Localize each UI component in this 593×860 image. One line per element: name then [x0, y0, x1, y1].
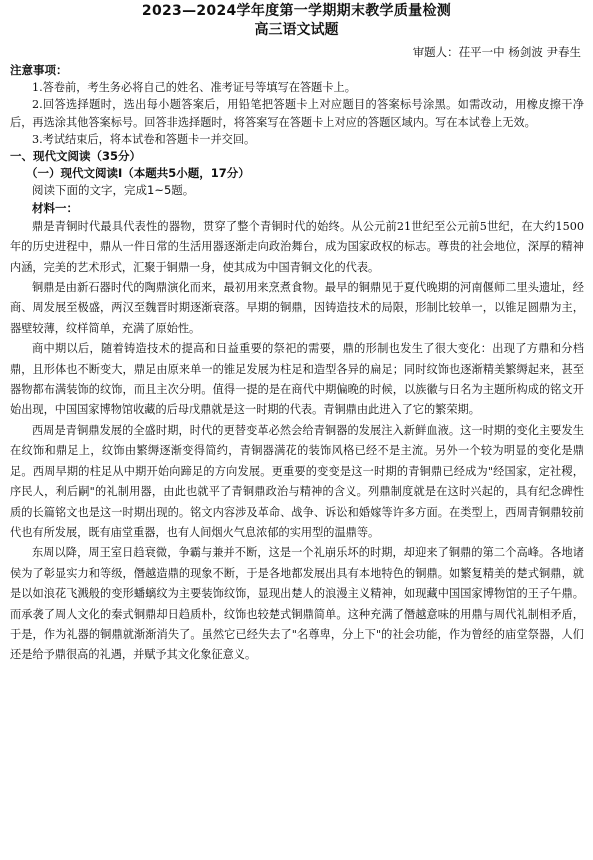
reading-instruction: 阅读下面的文字，完成1~5题。 [32, 183, 195, 198]
notice-heading: 注意事项： [10, 63, 68, 77]
exam-title: 2023—2024学年度第一学期期末教学质量检测 [141, 3, 452, 19]
exam-subtitle: 高三语文试题 [254, 22, 339, 38]
paragraph-3: 商中期以后，随着铸造技术的提高和日益重要的祭祀的需要，鼎的形制也发生了很大变化：出现了方鼎和分档鼎，且形体也不断变大，鼎足由原来单一的锥足发展为柱足和造型各异的扁足；同时纹饰也逐渐精美繁缛起来，甚至器物都布满装饰的纹饰，而且主次分明。值得一提的是在商代中期偏晚的时候，以族徽与日名为主题所构成的铭文开始出现，中国国家博物馆收藏的后母戊鼎就是这一时期的代表。青铜鼎由此进入了它的繁荣期。 [10, 342, 584, 417]
sub-section-heading: （一）现代文阅读Ⅰ（本题共5小题，17分） [26, 166, 250, 181]
paragraph-4: 西周是青铜鼎发展的全盛时期，时代的更替变革必然会给青铜器的发展注入新鲜血液。这一时期的变化主要发生在纹饰和鼎足上，纹饰由繁缛逐渐变得简约，青铜器满花的装饰风格已经不是主流。另外一个较为明显的变化是鼎足。西周早期的柱足从中期开始向蹄足的方向发展。更重要的变变是这一时期的青铜鼎已经成为"经国家，定社稷，序民人，利后嗣"的礼制用器，由此也就平了青铜鼎政治与精神的含义。列鼎制度就是在这时兴起的，具有纪念碑性质的长篇铭文也是这一时期出现的。铭文内容涉及革命、战争、诉讼和婚嫁等许多方面。在类型上，西周青铜鼎较前代也有所发展，既有庙堂重器，也有人间烟火气息浓郁的实用型的温鼎等。 [10, 423, 584, 539]
reviewers-line: 审题人：茌平一中 杨剑波 尹春生 [412, 45, 581, 59]
notice-item-3: 3.考试结束后，将本试卷和答题卡一并交回。 [32, 132, 256, 146]
paragraph-2: 铜鼎是由新石器时代的陶鼎演化而来，最初用来烹煮食物。最早的铜鼎见于夏代晚期的河南偃师二里头遗址，经商、周发展至极盛，两汉至魏晋时期逐渐衰落。早期的铜鼎，因铸造技术的局限，形制比较单一，以锥足圆鼎为主，器壁较薄，纹样简单，充满了原始性。 [10, 281, 584, 335]
paragraph-1: 鼎是青铜时代最具代表性的器物，贯穿了整个青铜时代的始终。从公元前21世纪至公元前5世纪，在大约1500年的历史进程中，鼎从一件日常的生活用器逐渐走向政治舞台，成为国家政权的标志。尊贵的社会地位，深厚的精神内涵，完美的艺术形式，汇聚于铜鼎一身，使其成为中国青铜文化的代表。 [10, 219, 584, 274]
exam-body [10, 62, 584, 666]
material-label: 材料一： [32, 200, 78, 215]
paragraph-5: 东周以降，周王室日趋衰微，争霸与兼并不断，这是一个礼崩乐坏的时期，却迎来了铜鼎的第二个高峰。各地诸侯为了彰显实力和等级，僭越造鼎的现象不断，于是各地都发展出具有本地特色的铜鼎。如繁复精美的楚式铜鼎，就是以如浪花飞溅般的变形蟠螭纹为主要装饰纹饰，显现出楚人的浪漫主义精神，如现藏中国国家博物馆的王子午鼎。而承袭了周人文化的秦式铜鼎却日趋质朴，纹饰也较楚式铜鼎简单。这种充满了僭越意味的用鼎与周代礼制相矛盾，于是，作为礼器的铜鼎就渐渐消失了。虽然它已经失去了"名尊卑，分上下"的社会功能，作为曾经的庙堂祭器，人们还是给予鼎很高的礼遇，并赋予其文化象征意义。 [10, 546, 584, 662]
section-heading: 一、现代文阅读（35分） [10, 149, 142, 164]
notice-item-1: 1.答卷前，考生务必将自己的姓名、准考证号等填写在答题卡上。 [32, 81, 356, 95]
notice-item-2: 2.回答选择题时，选出每小题答案后，用铅笔把答题卡上对应题目的答案标号涂黑。如需改动，用橡皮擦干净后，再选涂其他答案标号。回答非选择题时，将答案写在答题卡上对应的答题区域内。写在本试卷上无效。 [10, 98, 584, 129]
